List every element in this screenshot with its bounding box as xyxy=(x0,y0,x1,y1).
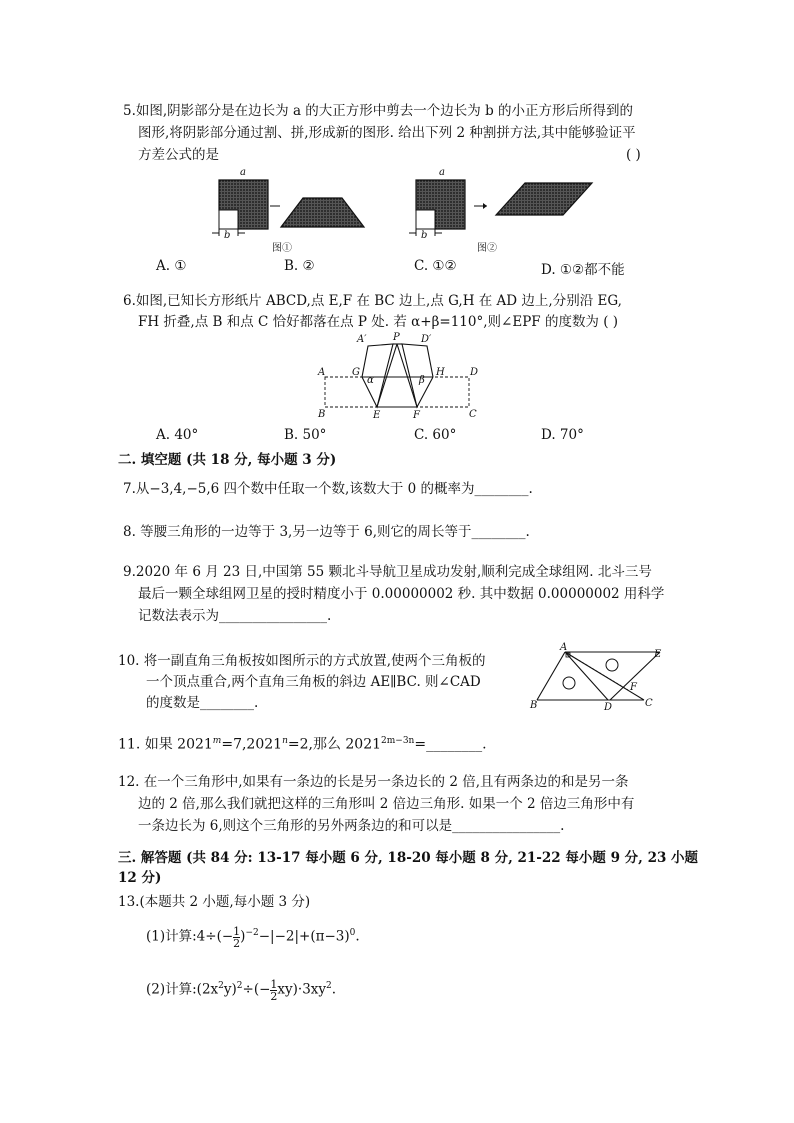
q12-line1: 12. 在一个三角形中,如果有一条边的长是另一条边长的 2 倍,且有两条边的和是另一条 xyxy=(118,774,629,790)
q6-label-e: E xyxy=(373,410,381,421)
q9-line3: 记数法表示为________________. xyxy=(138,608,332,624)
section-3-heading-line2: 12 分) xyxy=(118,870,162,886)
q10-label-b: B xyxy=(530,700,538,711)
q5-line1: 5.如图,阴影部分是在边长为 a 的大正方形中剪去一个边长为 b 的小正方形后所得到的 xyxy=(123,103,634,119)
q7-text: 7.从−3,4,−5,6 四个数中任取一个数,该数大于 0 的概率为________. xyxy=(123,481,533,497)
q6-label-b: B xyxy=(318,409,326,420)
q10-label-c: C xyxy=(645,698,653,709)
q12-line2: 边的 2 倍,那么我们就把这样的三角形叫 2 倍边三角形. 如果一个 2 倍边三角形中有 xyxy=(138,796,635,812)
q6-label-c: C xyxy=(469,409,477,420)
q12-line3: 一条边长为 6,则这个三角形的另外两条边的和可以是________________. xyxy=(138,818,565,834)
q13-part2: (2)计算$:(2x^2y)^2\div(-$ $\frac{1}{2}$ $xy)\cdot 3xy^2$. xyxy=(146,977,337,1003)
q13-part1-fraction: $\frac{1}{2}$ xyxy=(233,924,241,950)
q5-fig2-label-b: b xyxy=(421,230,428,241)
q5-option-a: A. ① xyxy=(156,258,187,274)
q6-label-a: A xyxy=(318,367,326,378)
q9-line1: 9.2020 年 6 月 23 日,中国第 55 颗北斗导航卫星成功发射,顺利完成全球组网. 北斗三号 xyxy=(123,564,652,580)
section-3-heading-line1: 三. 解答题 (共 84 分: 13-17 每小题 6 分, 18-20 每小题 8 分, 21-22 每小题 9 分, 23 小题 xyxy=(118,850,699,866)
q10-line1: 10. 将一副直角三角板按如图所示的方式放置,使两个三角板的 xyxy=(118,653,486,669)
q11-text: 11. 如果 $2021^m=7,2021^n=2$,那么 $2021^{2m-3n}=\_\_\_\_\_\_\_\_$. xyxy=(118,736,487,753)
q6-label-a-prime: A′ xyxy=(357,334,367,345)
q6-option-d: D. 70° xyxy=(541,427,584,443)
q5-fig1-label-a: a xyxy=(240,167,246,178)
q6-line1: 6.如图,已知长方形纸片 ABCD,点 E,F 在 BC 边上,点 G,H 在 AD 边上,分别沿 EG, xyxy=(123,293,622,309)
q10-label-f: F xyxy=(630,682,637,693)
section-2-heading: 二. 填空题 (共 18 分, 每小题 3 分) xyxy=(118,452,337,468)
q10-label-a: A xyxy=(560,642,568,653)
q13-part2-fraction: $\frac{1}{2}$ xyxy=(270,977,278,1003)
q5-fig1-label-b: b xyxy=(224,230,231,241)
q5-fig2-caption: 图② xyxy=(477,243,497,254)
q10-line3: 的度数是________. xyxy=(146,695,259,711)
q6-line2: FH 折叠,点 B 和点 C 恰好都落在点 P 处. 若 α+β=110°,则∠EPF 的度数为 ( ) xyxy=(138,314,619,330)
q5-option-b: B. ② xyxy=(284,258,315,274)
q6-option-c: C. 60° xyxy=(414,427,457,443)
q6-option-b: B. 50° xyxy=(284,427,327,443)
q6-label-d-prime: D′ xyxy=(421,334,432,345)
q6-label-d: D xyxy=(470,367,479,378)
q6-label-g: G xyxy=(352,367,360,378)
q5-fig2-label-a: a xyxy=(439,167,445,178)
q9-line2: 最后一颗全球组网卫星的授时精度小于 0.00000002 秒. 其中数据 0.00000002 用科学 xyxy=(138,586,665,602)
q10-label-d: D xyxy=(604,702,613,713)
q6-label-alpha: α xyxy=(367,375,374,386)
q6-label-beta: β xyxy=(419,375,425,386)
q13-part1: (1)计算:4÷(− $\frac{1}{2}$ )$^{-2}-|-2|+(\pi-3)^0$. xyxy=(146,924,360,950)
q5-option-c: C. ①② xyxy=(414,258,457,274)
q5-option-d: D. ①②都不能 xyxy=(541,262,625,278)
q6-label-h: H xyxy=(436,367,445,378)
q5-line3: 方差公式的是 xyxy=(138,147,219,163)
q5-fig1-caption: 图① xyxy=(272,243,292,254)
q6-option-a: A. 40° xyxy=(156,427,199,443)
q13-heading: 13.(本题共 2 小题,每小题 3 分) xyxy=(118,894,311,910)
q10-line2: 一个顶点重合,两个直角三角板的斜边 AE∥BC. 则∠CAD xyxy=(146,674,481,690)
q5-answer-bracket: ( ) xyxy=(626,147,641,163)
q6-label-p: P xyxy=(393,332,400,343)
q5-line2: 图形,将阴影部分通过割、拼,形成新的图形. 给出下列 2 种割拼方法,其中能够验证平 xyxy=(138,125,636,141)
q10-label-e: E xyxy=(654,649,662,660)
q6-label-f: F xyxy=(413,410,420,421)
q8-text: 8. 等腰三角形的一边等于 3,另一边等于 6,则它的周长等于________. xyxy=(123,524,530,540)
